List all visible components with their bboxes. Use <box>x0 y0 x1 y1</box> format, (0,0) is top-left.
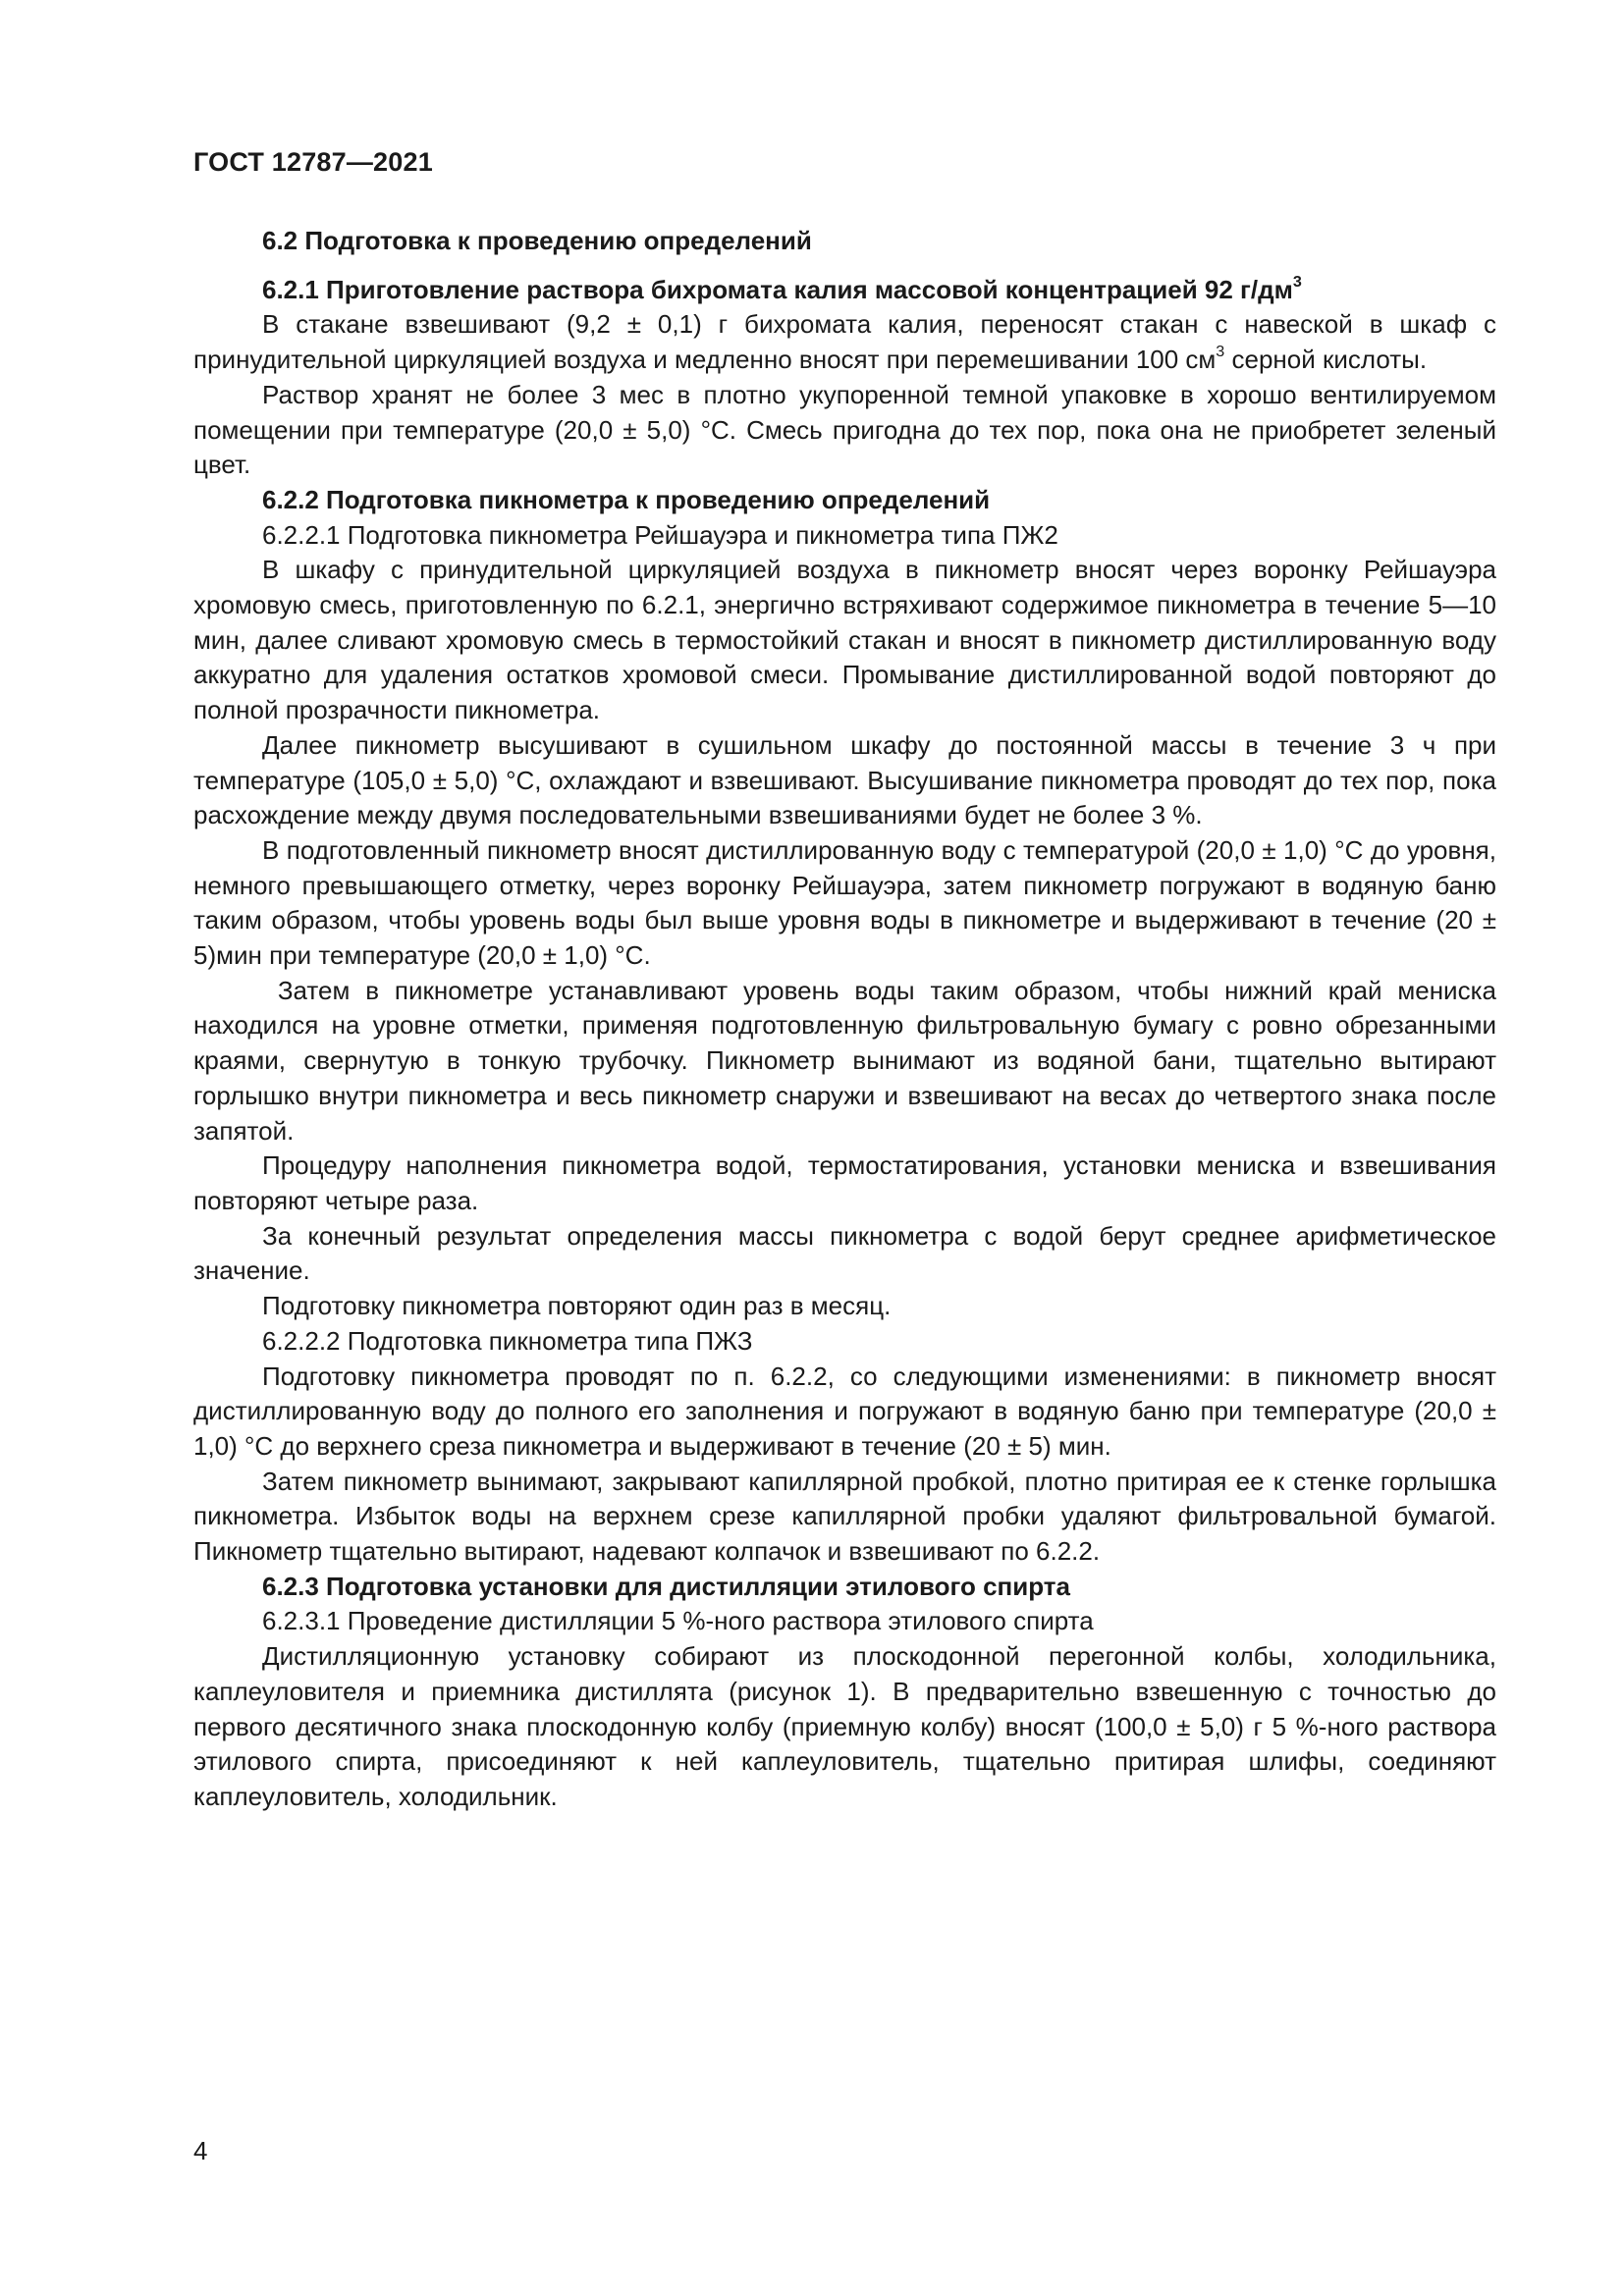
paragraph: Далее пикнометр высушивают в сушильном шкафу до постоянной массы в течение 3 ч при температуре (105,0 ± 5,0) °С, охлаждают и взвешивают. Высушивание пикнометра проводят до тех пор, пока расхождение между двумя последовательными взвешиваниями будет не более 3 %. <box>193 729 1504 830</box>
document-header: ГОСТ 12787—2021 <box>193 147 433 177</box>
paragraph: Подготовку пикнометра повторяют один раз в месяц. <box>262 1291 892 1321</box>
document-body <box>193 224 1504 1815</box>
page-number: 4 <box>193 2136 208 2165</box>
paragraph <box>193 307 1504 377</box>
paragraph-text: В стакане взвешивают (9,2 ± 0,1) г бихромата калия, переносят стакан с навеской в шкаф с принудительной циркуляцией воздуха и медленно вносят при перемешивании 100 см <box>193 309 1504 375</box>
paragraph: Затем пикнометр вынимают, закрывают капиллярной пробкой, плотно притирая ее к стенке горлышка пикнометра. Избыток воды на верхнем срезе капиллярной пробки удаляют фильтровальной бумагой. Пикнометр тщательно вытирают, надевают колпачок и взвешивают по 6.2.2. <box>193 1466 1504 1567</box>
paragraph: Дистилляционную установку собирают из плоскодонной перегонной колбы, холодильника, каплеуловителя и приемника дистиллята (рисунок 1). В предварительно взвешенную с точностью до первого десятичного знака плоскодонную колбу (приемную колбу) вносят (100,0 ± 5,0) г 5 %-ного раствора этилового спирта, присоединяют к ней каплеуловитель, тщательно притирая шлифы, соединяют каплеуловитель, холодильник. <box>193 1641 1504 1811</box>
superscript: 3 <box>1292 272 1302 291</box>
paragraph: В шкафу с принудительной циркуляцией воздуха в пикнометр вносят через воронку Рейшауэра хромовую смесь, приготовленную по 6.2.1, энергично встряхивают содержимое пикнометра в течение 5—10 мин, далее сливают хромовую смесь в термостойкий стакан и вносят в пикнометр дистиллированную воду аккуратно для удаления остатков хромовой смеси. Промывание дистиллированной водой повторяют до полной прозрачности пикнометра. <box>193 555 1504 725</box>
section-6-2-1-heading <box>193 273 1496 308</box>
subsection-6-2-3-1-title: 6.2.3.1 Проведение дистилляции 5 %-ного раствора этилового спирта <box>262 1606 1094 1636</box>
paragraph: В подготовленный пикнометр вносят дистиллированную воду с температурой (20,0 ± 1,0) °С до уровня, немного превышающего отметку, через воронку Рейшауэра, затем пикнометр погружают в водяную баню таким образом, чтобы уровень воды был выше уровня воды в пикнометре и выдерживают в течение (20 ± 5)мин при температуре (20,0 ± 1,0) °С. <box>193 834 1504 971</box>
paragraph: Процедуру наполнения пикнометра водой, термостатирования, установки мениска и взвешивания повторяют четыре раза. <box>193 1150 1504 1215</box>
paragraph: Раствор хранят не более 3 мес в плотно укупоренной темной упаковке в хорошо вентилируемом помещении при температуре (20,0 ± 5,0) °С. Смесь пригодна до тех пор, пока она не приобретет зеленый цвет. <box>193 379 1504 480</box>
subsection-6-2-2-1-title: 6.2.2.1 Подготовка пикнометра Рейшауэра и пикнометра типа ПЖ2 <box>262 519 1058 550</box>
section-6-2-3-heading: 6.2.3 Подготовка установки для дистилляции этилового спирта <box>262 1571 1070 1601</box>
section-6-2-1-heading-text: 6.2.1 Приготовление раствора бихромата калия массовой концентрацией 92 г/дм <box>262 274 1293 304</box>
paragraph-text-tail: серной кислоты. <box>1224 345 1428 375</box>
section-6-2-2-heading: 6.2.2 Подготовка пикнометра к проведению определений <box>262 484 991 514</box>
section-6-2-heading: 6.2 Подготовка к проведению определений <box>262 226 812 255</box>
paragraph: За конечный результат определения массы пикнометра с водой берут среднее арифметическое значение. <box>193 1220 1504 1286</box>
subsection-6-2-2-2-title: 6.2.2.2 Подготовка пикнометра типа ПЖЗ <box>262 1325 753 1356</box>
spacer <box>193 259 1496 273</box>
superscript: 3 <box>1216 343 1225 361</box>
paragraph: Подготовку пикнометра проводят по п. 6.2.2, со следующими изменениями: в пикнометр вносят дистиллированную воду до полного его заполнения и погружают в водяную баню при температуре (20,0 ± 1,0) °С до верхнего среза пикнометра и выдерживают в течение (20 ± 5) мин. <box>193 1361 1504 1461</box>
paragraph: Затем в пикнометре устанавливают уровень воды таким образом, чтобы нижний край мениска находился на уровне отметки, применяя подготовленную фильтровальную бумагу с ровно обрезанными краями, свернутую в тонкую трубочку. Пикнометр вынимают из водяной бани, тщательно вытирают горлышко внутри пикнометра и весь пикнометр снаружи и взвешивают на весах до четвертого знака после запятой. <box>193 975 1504 1146</box>
